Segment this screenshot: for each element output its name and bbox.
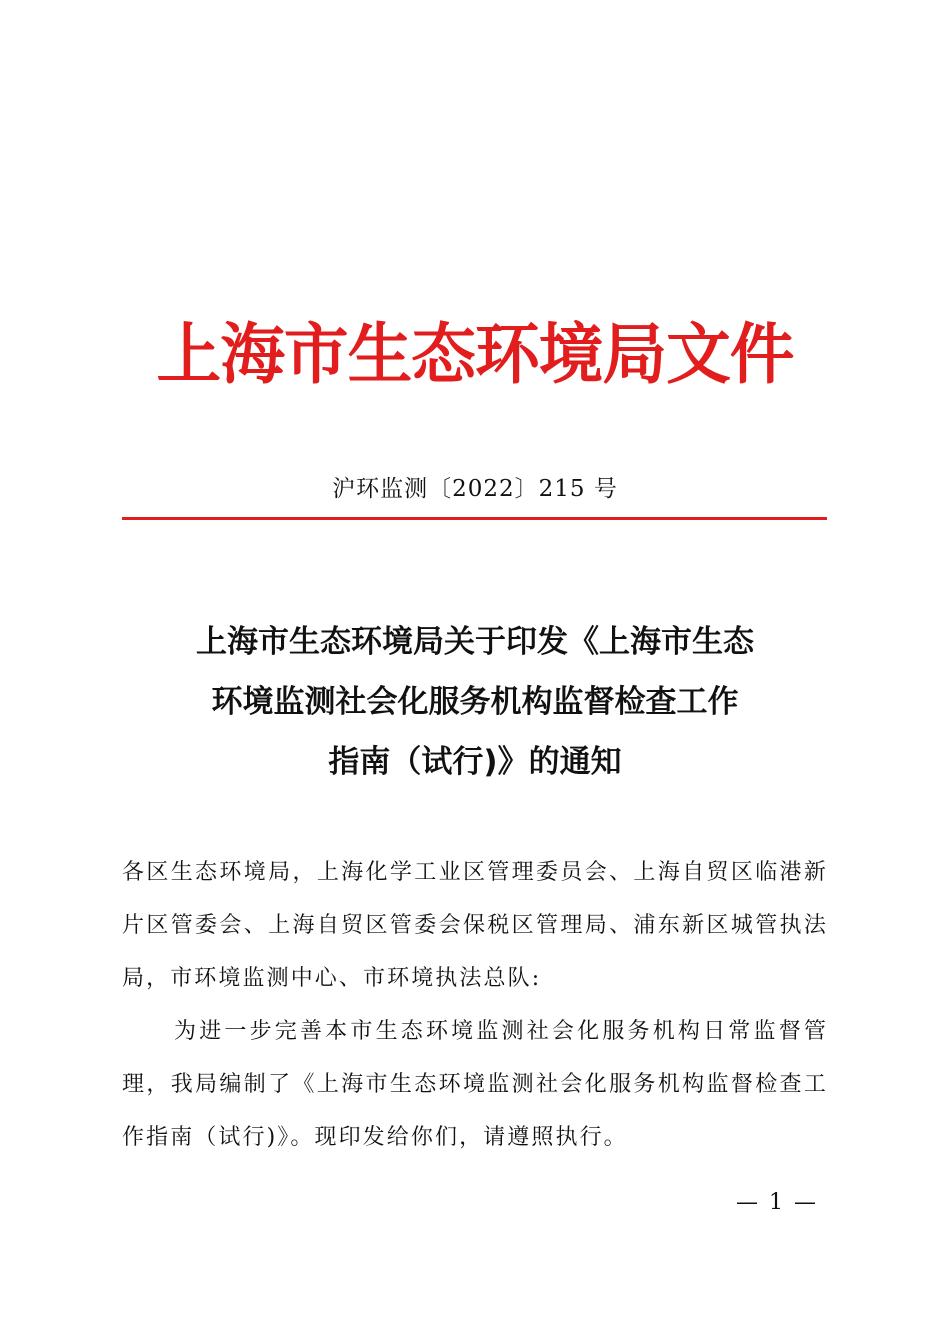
page-number: — 1 — xyxy=(736,1190,818,1215)
document-header-title: 上海市生态环境局文件 xyxy=(156,316,794,393)
document-body xyxy=(122,846,828,1164)
document-number: 沪环监测〔2022〕215 号 xyxy=(332,476,618,502)
notice-title xyxy=(0,612,950,792)
body-paragraph: 为进一步完善本市生态环境监测社会化服务机构日常监督管理，我局编制了《上海市生态环境监测社会化服务机构监督检查工作指南（试行)》。现印发给你们，请遵照执行。 xyxy=(122,1019,828,1150)
red-divider-line xyxy=(122,517,827,520)
recipients-paragraph: 各区生态环境局，上海化学工业区管理委员会、上海自贸区临港新片区管委会、上海自贸区管委会保税区管理局、浦东新区城管执法局，市环境监测中心、市环境执法总队: xyxy=(122,860,828,991)
notice-title-line-2: 环境监测社会化服务机构监督检查工作 xyxy=(211,684,739,720)
notice-title-line-1: 上海市生态环境局关于印发《上海市生态 xyxy=(196,624,754,660)
notice-title-line-3: 指南（试行)》的通知 xyxy=(328,744,622,780)
